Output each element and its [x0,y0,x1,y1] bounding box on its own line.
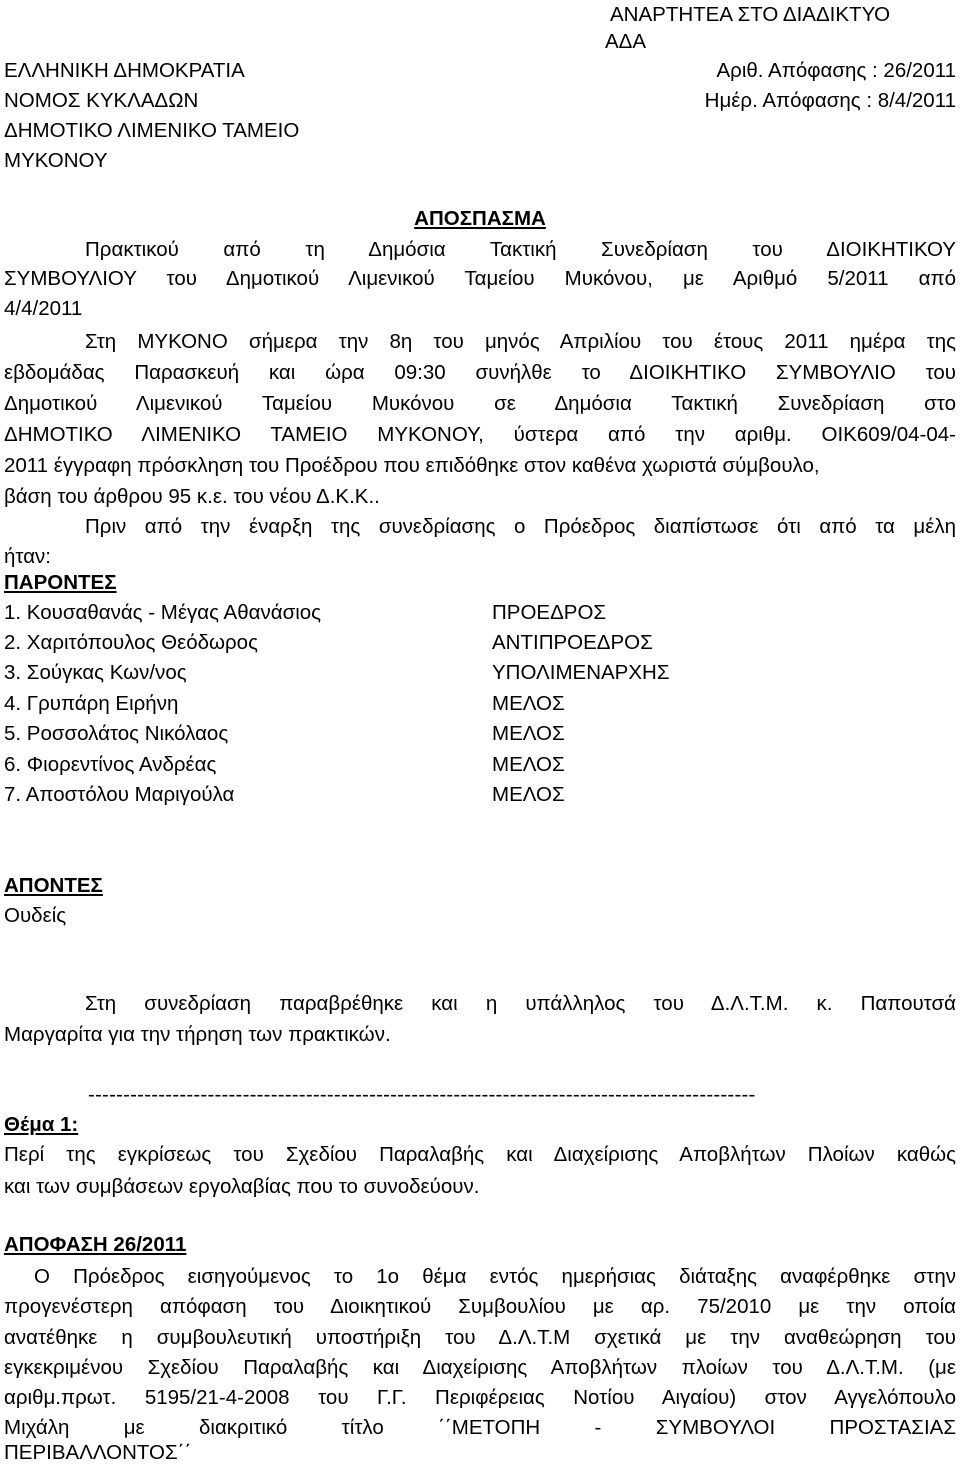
member-row [0,719,960,749]
decision-line-1: Ο Πρόεδρος εισηγούμενος το 1ο θέμα εντός ημερήσιας διάταξης αναφέρθηκε στην [34,1265,956,1288]
member-name: 4. Γρυπάρη Ειρήνη [4,692,179,715]
decision-line-4: εγκεκριμένου Σχεδίου Παραλαβής και Διαχείρισης Αποβλήτων πλοίων του Δ.Λ.Τ.Μ. (με [4,1356,956,1379]
member-name: 3. Σούγκας Κων/νος [4,661,187,684]
quorum-line-2: ήταν: [4,545,52,568]
decision-line-6: Μιχάλη με διακριτικό τίτλο ΄΄ΜΕΤΟΠΗ - ΣΥΜΒΟΥΛΟΙ ΠΡΟΣΤΑΣΙΑΣ [4,1416,956,1439]
decision-line-2: προγενέστερη απόφαση του Διοικητικού Συμβουλίου με αρ. 75/2010 με την οποία [4,1295,956,1318]
member-name: 5. Ροσσολάτος Νικόλαος [4,722,229,745]
present-heading: ΠΑΡΟΝΤΕΣ [4,571,117,594]
org-name-line1: ΕΛΛΗΝΙΚΗ ΔΗΜΟΚΡΑΤΙΑ [4,59,245,82]
publish-notice-line2: ΑΔΑ [605,30,647,53]
secretary-line-2: Μαργαρίτα για την τήρηση των πρακτικών. [4,1023,391,1046]
decision-line-5: αριθμ.πρωτ. 5195/21-4-2008 του Γ.Γ. Περιφέρειας Νοτίου Αιγαίου) στον Αγγελόπουλο [4,1386,956,1409]
member-row [0,780,960,810]
body-line-3: Δημοτικού Λιμενικού Ταμείου Μυκόνου σε Δημόσια Τακτική Συνεδρίαση στο [4,392,956,415]
member-name: 2. Χαριτόπουλος Θεόδωρος [4,631,258,654]
absent-text: Ουδείς [4,904,67,927]
member-role: ΥΠΟΛΙΜΕΝΑΡΧΗΣ [492,661,670,684]
member-name: 1. Κουσαθανάς - Μέγας Αθανάσιος [4,601,322,624]
separator-line: ----------------------------------------------------------------------------------------------- [88,1083,756,1106]
decision-number: Αριθ. Απόφασης : 26/2011 [716,59,956,82]
member-role: ΜΕΛΟΣ [492,753,565,776]
member-role: ΠΡΟΕΔΡΟΣ [492,601,607,624]
topic-heading: Θέμα 1: [4,1113,79,1136]
member-role: ΑΝΤΙΠΡΟΕΔΡΟΣ [492,631,653,654]
absent-heading: ΑΠΟΝΤΕΣ [4,874,103,897]
body-line-2: εβδομάδας Παρασκευή και ώρα 09:30 συνήλθε το ΔΙΟΙΚΗΤΙΚΟ ΣΥΜΒΟΥΛΙΟ του [4,361,956,384]
excerpt-title: ΑΠΟΣΠΑΣΜΑ [414,207,546,230]
member-row [0,598,960,628]
org-name-line2: ΝΟΜΟΣ ΚΥΚΛΑΔΩΝ [4,89,199,112]
decision-line-7: ΠΕΡΙΒΑΛΛΟΝΤΟΣ΄΄ [4,1441,192,1464]
org-name-line3: ΔΗΜΟΤΙΚΟ ΛΙΜΕΝΙΚΟ ΤΑΜΕΙΟ [4,119,300,142]
member-row [0,628,960,658]
body-line-5: 2011 έγγραφη πρόσκληση του Προέδρου που επιδόθηκε στον καθένα χωριστά σύμβουλο, [4,454,820,477]
body-line-4: ΔΗΜΟΤΙΚΟ ΛΙΜΕΝΙΚΟ ΤΑΜΕΙΟ ΜΥΚΟΝΟΥ, ύστερα από την αριθμ. ΟΙΚ609/04-04- [4,423,956,446]
topic-line-2: και των συμβάσεων εργολαβίας που το συνοδεύουν. [4,1175,480,1198]
member-name: 6. Φιορεντίνος Ανδρέας [4,753,217,776]
body-line-1: Στη ΜΥΚΟΝΟ σήμερα την 8η του μηνός Απριλίου του έτους 2011 ημέρα της [85,330,956,353]
decision-heading: ΑΠΟΦΑΣΗ 26/2011 [4,1233,187,1256]
intro-line-2: ΣΥΜΒΟΥΛΙΟΥ του Δημοτικού Λιμενικού Ταμείου Μυκόνου, με Αριθμό 5/2011 από [4,267,956,290]
member-role: ΜΕΛΟΣ [492,722,565,745]
member-row [0,689,960,719]
member-role: ΜΕΛΟΣ [492,783,565,806]
body-line-6: βάση του άρθρου 95 κ.ε. του νέου Δ.Κ.Κ.. [4,485,380,508]
quorum-line-1: Πριν από την έναρξη της συνεδρίασης ο Πρόεδρος διαπίστωσε ότι από τα μέλη [85,515,956,538]
decision-line-3: ανατέθηκε η συμβουλευτική υποστήριξη του Δ.Λ.Τ.Μ σχετικά με την αναθεώρηση του [4,1326,956,1349]
publish-notice-line1: ΑΝΑΡΤΗΤΕΑ ΣΤΟ ΔΙΑΔΙΚΤΥΟ [610,3,891,26]
intro-line-3: 4/4/2011 [4,297,83,320]
intro-line-1: Πρακτικού από τη Δημόσια Τακτική Συνεδρίαση του ΔΙΟΙΚΗΤΙΚΟΥ [85,238,956,261]
member-name: 7. Αποστόλου Μαριγούλα [4,783,235,806]
member-row [0,658,960,688]
org-name-line4: ΜΥΚΟΝΟΥ [4,149,108,172]
decision-date: Ημέρ. Απόφασης : 8/4/2011 [704,89,956,112]
member-row [0,750,960,780]
secretary-line-1: Στη συνεδρίαση παραβρέθηκε και η υπάλληλος του Δ.Λ.Τ.Μ. κ. Παπουτσά [85,992,956,1015]
member-role: ΜΕΛΟΣ [492,692,565,715]
topic-line-1: Περί της εγκρίσεως του Σχεδίου Παραλαβής και Διαχείρισης Αποβλήτων Πλοίων καθώς [4,1143,956,1166]
